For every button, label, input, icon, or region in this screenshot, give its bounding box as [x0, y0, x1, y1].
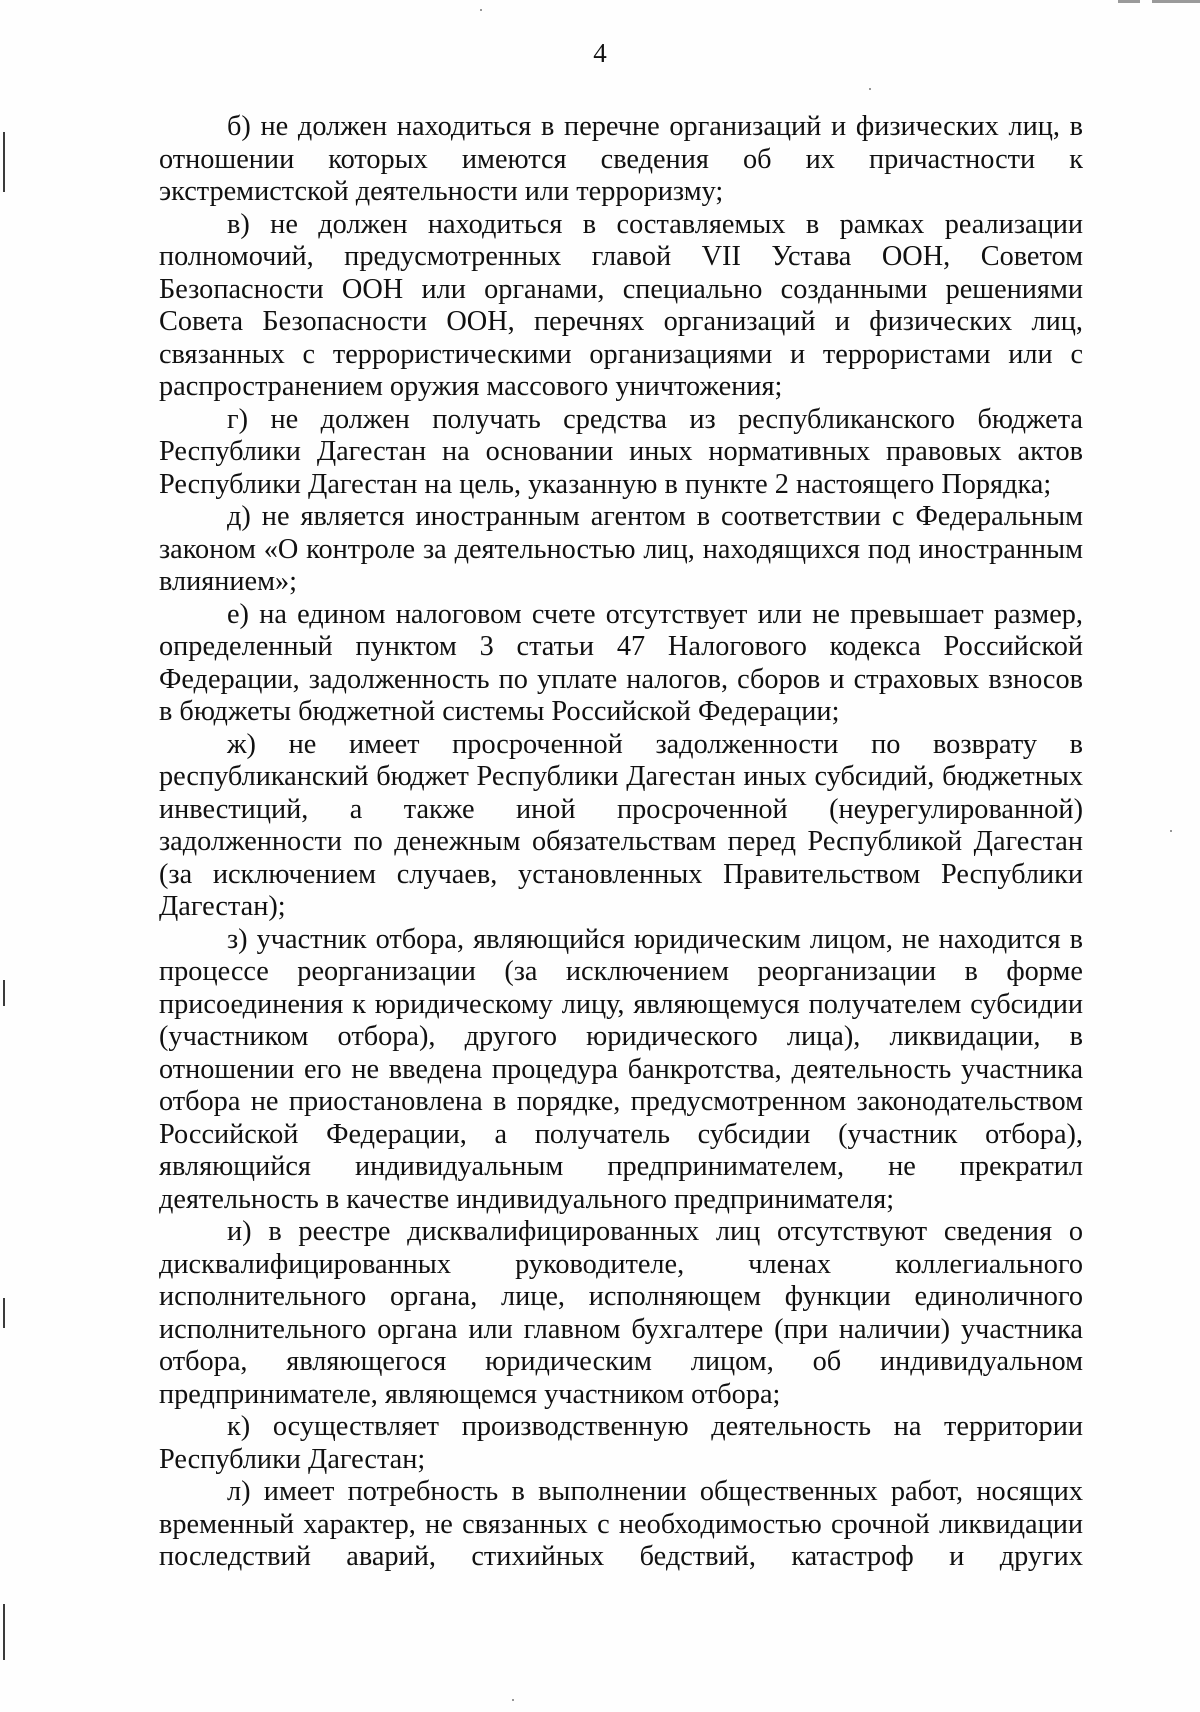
word: других — [999, 1541, 1083, 1572]
word: последствий — [159, 1541, 311, 1572]
scan-edge-line — [1118, 0, 1140, 3]
paragraph-k: к) осуществляет производственную деятельность на территории Республики Дагестан; — [159, 1411, 1083, 1475]
paragraph-l — [159, 1476, 1083, 1574]
paragraph-e: е) на едином налоговом счете отсутствует или не превышает размер, определенный пунктом 3 статьи 47 Налогового кодекса Российской Федерации, задолженность по уплате налогов, сборов и страховых взносов в бюджеты бюджетной системы Российской Федерации; — [159, 598, 1083, 727]
paragraph-l-continued-line — [159, 1541, 1083, 1574]
scan-speck — [1170, 830, 1172, 832]
scan-mark-left-bottom — [3, 1604, 5, 1660]
scan-speck — [869, 88, 871, 90]
paragraph-v: в) не должен находиться в составляемых в рамках реализации полномочий, предусмотренных главой VII Устава ООН, Советом Безопасности ООН или органами, специально созданными решениями Совета Безопасности ООН, перечнях организаций и физических лиц, связанных с террористическими организациями и террористами или с распространением оружия массового уничтожения; — [159, 208, 1083, 402]
paragraph-l-text: л) имеет потребность в выполнении общественных работ, носящих временный характер, не связанных с необходимостью срочной ликвидации — [159, 1476, 1083, 1540]
paragraph-b: б) не должен находиться в перечне организаций и физических лиц, в отношении которых имеются сведения об их причастности к экстремистской деятельности или терроризму; — [159, 111, 1083, 207]
scan-mark-left-lower — [3, 1298, 5, 1328]
scan-speck — [512, 1699, 514, 1701]
word: аварий, — [346, 1541, 436, 1572]
paragraph-zh: ж) не имеет просроченной задолженности по возврату в республиканский бюджет Республики Дагестан иных субсидий, бюджетных инвестиций, а также иной просроченной (неурегулированной) задолженности по денежным обязательствам перед Республикой Дагестан (за исключением случаев, установленных Правительством Республики Дагестан); — [159, 728, 1083, 922]
paragraph-i: и) в реестре дисквалифицированных лиц отсутствуют сведения о дисквалифицированных руководителе, членах коллегиального исполнительного органа, лице, исполняющем функции единоличного исполнительного органа или главном бухгалтере (при наличии) участника отбора, являющегося юридическим лицом, об индивидуальном предпринимателе, являющемся участником отбора; — [159, 1216, 1083, 1410]
scan-speck — [480, 9, 482, 11]
scan-mark-left-top — [3, 132, 5, 192]
document-body — [159, 111, 1083, 1574]
paragraph-z: з) участник отбора, являющийся юридическим лицом, не находится в процессе реорганизации (за исключением реорганизации в форме присоединения к юридическому лицу, являющемуся получателем субсидии (участником отбора), другого юридического лица), ликвидации, в отношении его не введена процедура банкротства, деятельность участника отбора не приостановлена в порядке, предусмотренном законодательством Российской Федерации, а получатель субсидии (участник отбора), являющийся индивидуальным предпринимателем, не прекратил деятельность в качестве индивидуального предпринимателя; — [159, 923, 1083, 1215]
scan-edge-line — [1152, 0, 1200, 3]
paragraph-d: д) не является иностранным агентом в соответствии с Федеральным законом «О контроле за деятельностью лиц, находящихся под иностранным влиянием»; — [159, 501, 1083, 597]
word: и — [949, 1541, 965, 1572]
word: бедствий, — [639, 1541, 756, 1572]
word: стихийных — [471, 1541, 605, 1572]
scan-mark-left-middle — [3, 980, 5, 1006]
word: катастроф — [791, 1541, 914, 1572]
paragraph-g: г) не должен получать средства из республиканского бюджета Республики Дагестан на основании иных нормативных правовых актов Республики Дагестан на цель, указанную в пункте 2 настоящего Порядка; — [159, 403, 1083, 500]
page-number: 4 — [593, 38, 607, 68]
